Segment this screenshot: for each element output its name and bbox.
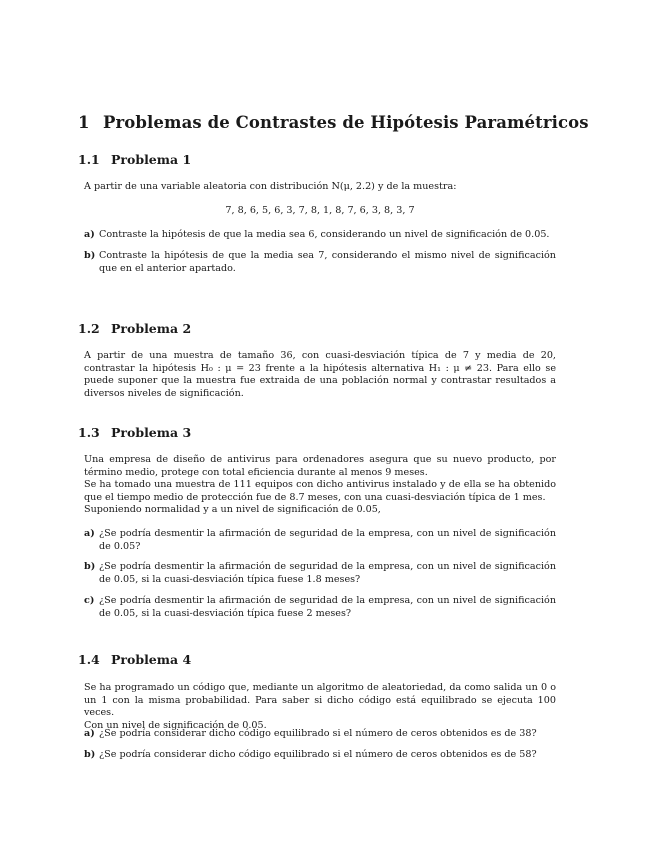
section-title: Problema 4 [111,652,192,667]
section-number: 1.1 [78,152,100,167]
problem-1-item-b [84,250,556,275]
item-label: a) [84,528,95,539]
section-title: Problema 2 [111,321,192,336]
item-label: a) [84,728,95,739]
problem-4-line-1: Se ha programado un código que, mediante un algoritmo de aleatoriedad, da como salida un 0 o un 1 con la misma probabilidad. Para saber si dicho código está equilibrado se ejecuta 100 veces. [84,682,556,719]
problem-3-line-3: Suponiendo normalidad y a un nivel de significación de 0.05, [84,504,381,516]
problem-4-item-a [84,728,556,741]
problem-3-line-1: Una empresa de diseño de antivirus para ordenadores asegura que su nuevo producto, por término medio, protege con total eficiencia durante al menos 9 meses. [84,454,556,478]
problem-4-item-b [84,749,556,762]
problem-1-item-a [84,229,556,242]
problem-1-sample: 7, 8, 6, 5, 6, 3, 7, 8, 1, 8, 7, 6, 3, 8, 3, 7 [225,205,415,216]
item-text: ¿Se podría desmentir la afirmación de seguridad de la empresa, con un nivel de significación de 0.05, si la cuasi-desviación típica fuese 2 meses? [99,595,556,619]
section-number: 1.4 [78,652,100,667]
item-text: ¿Se podría desmentir la afirmación de seguridad de la empresa, con un nivel de significación de 0.05, si la cuasi-desviación típica fuese 1.8 meses? [99,561,556,585]
problem-2-text: A partir de una muestra de tamaño 36, con cuasi-desviación típica de 7 y media de 20, contrastar la hipótesis H₀ : μ = 23 frente a la hipótesis alternativa H₁ : μ ≠ 23. Para ello se puede suponer que la muestra fue extraida de una población normal y contrastar resultados a diversos niveles de significación. [84,350,556,399]
item-text: Contraste la hipótesis de que la media sea 7, considerando el mismo nivel de significación que en el anterior apartado. [99,250,556,274]
problem-4-intro [84,682,556,732]
section-title: Problema 1 [111,152,192,167]
section-heading-1-2 [78,321,191,336]
section-heading-1-1 [78,152,191,167]
item-text: ¿Se podría considerar dicho código equilibrado si el número de ceros obtenidos es de 58? [99,749,537,760]
section-heading-1-4 [78,652,191,667]
section-heading-1-3 [78,425,191,440]
chapter-heading [78,113,589,132]
item-label: c) [84,595,95,606]
problem-3-item-c [84,595,556,620]
item-text: Contraste la hipótesis de que la media sea 6, considerando un nivel de significación de 0.05. [99,229,550,240]
problem-3-line-2: Se ha tomado una muestra de 111 equipos con dicho antivirus instalado y de ella se ha obtenido que el tiempo medio de protección fue de 8.7 meses, con una cuasi-desviación típica de 1 mes. [84,479,556,503]
item-label: b) [84,749,96,760]
chapter-title: Problemas de Contrastes de Hipótesis Paramétricos [103,113,589,132]
problem-3-item-b [84,561,556,586]
problem-4-line-2: Con un nivel de significación de 0.05. [84,719,267,731]
section-number: 1.3 [78,425,100,440]
section-number: 1.2 [78,321,100,336]
chapter-number: 1 [78,113,90,132]
problem-3-item-a [84,528,556,553]
item-label: b) [84,250,96,261]
problem-3-intro [84,454,556,517]
section-title: Problema 3 [111,425,192,440]
item-label: a) [84,229,95,240]
problem-1-intro: A partir de una variable aleatoria con distribución N(μ, 2.2) y de la muestra: [84,181,457,192]
item-label: b) [84,561,96,572]
item-text: ¿Se podría desmentir la afirmación de seguridad de la empresa, con un nivel de significación de 0.05? [99,528,556,552]
item-text: ¿Se podría considerar dicho código equilibrado si el número de ceros obtenidos es de 38? [99,728,537,739]
